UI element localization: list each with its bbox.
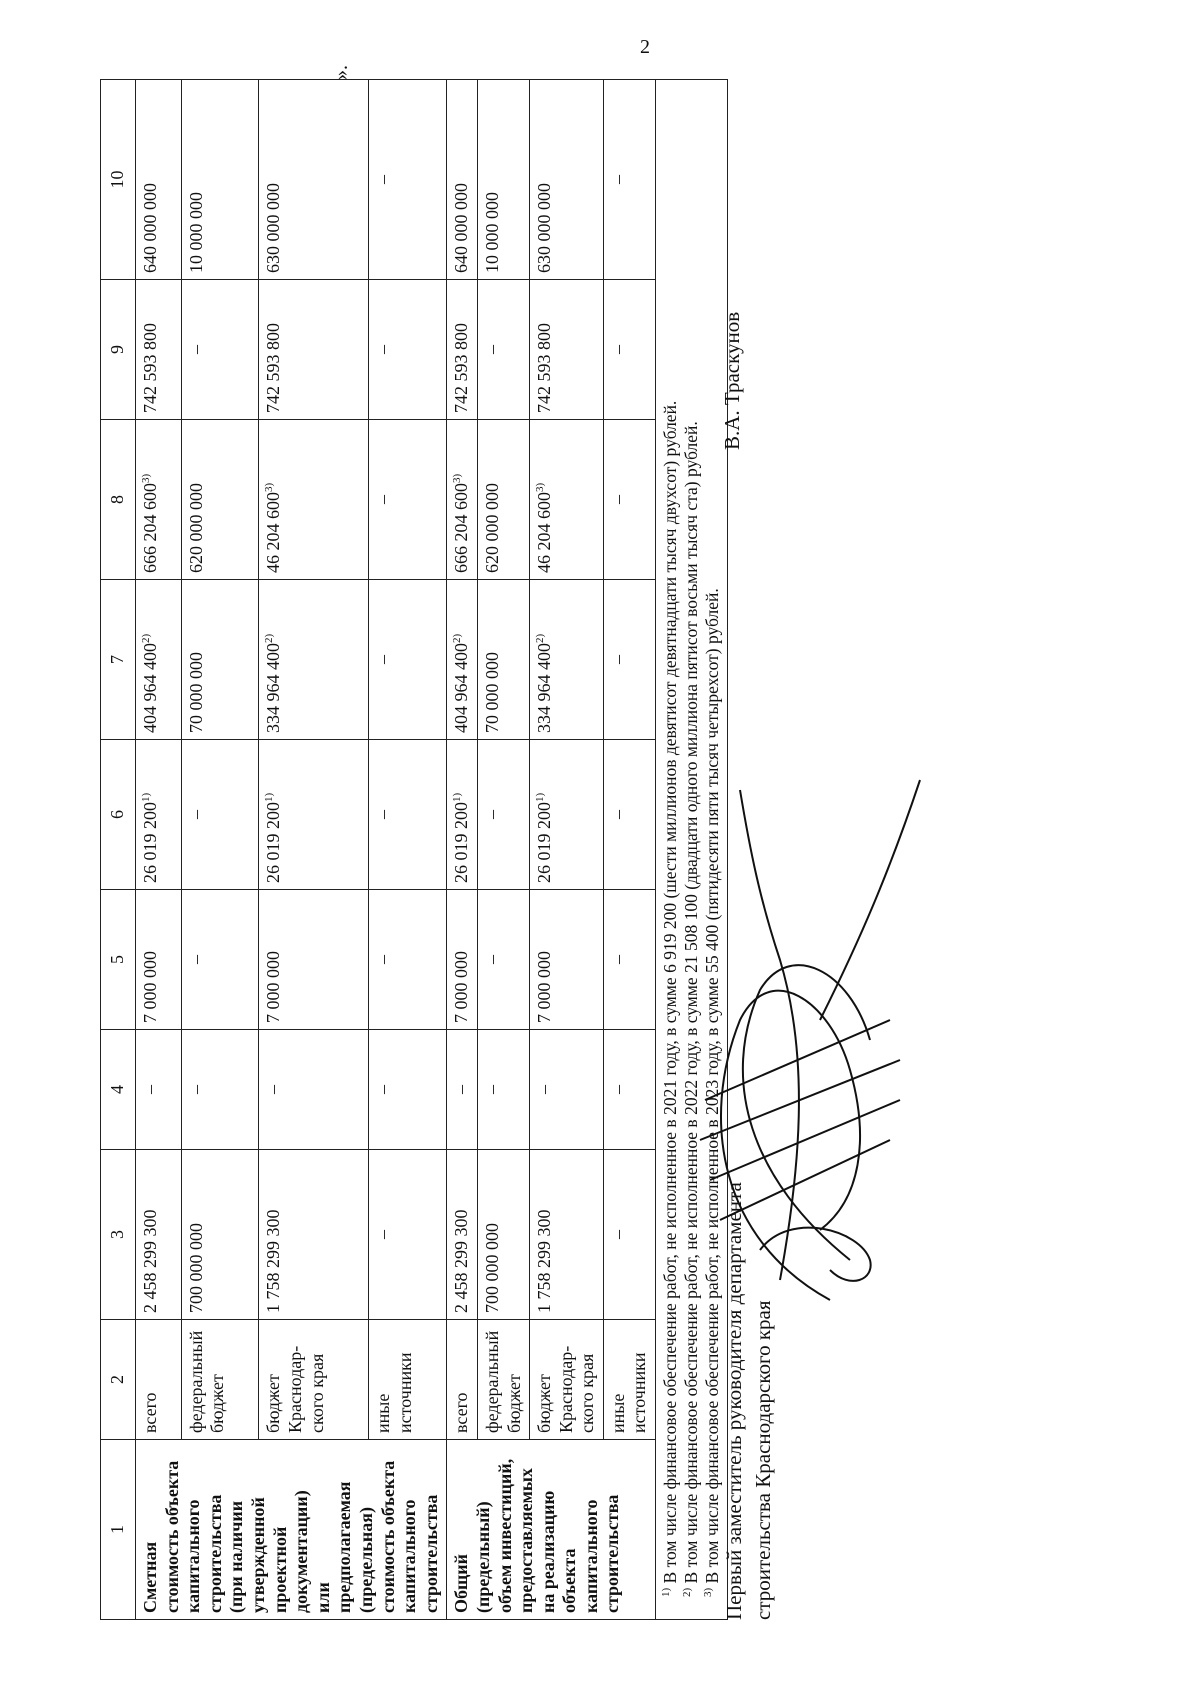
- table-row: [477, 80, 529, 1620]
- amount-value: 46 204 600: [534, 492, 555, 573]
- funding-source: иные источники: [369, 1320, 447, 1440]
- handwritten-signature: [660, 760, 960, 1320]
- amount-value: –: [373, 175, 394, 184]
- amount-value: 620 000 000: [185, 483, 206, 573]
- amount-cell: [181, 1150, 259, 1320]
- amount-cell: [259, 80, 369, 280]
- footnote-mark: 1): [534, 792, 547, 802]
- section-title-line: объем инвестиций,: [494, 1458, 515, 1613]
- funding-source: бюджет Краснодар-ского края: [259, 1320, 369, 1440]
- amount-cell: [603, 1150, 655, 1320]
- amount-cell: [603, 740, 655, 890]
- footnote-text: В том числе финансовое обеспечение работ, не исполненное в 2022 году, в сумме 21 508 100 (двадцати одного миллиона пятисот восьми тысяч ста) рублей.: [681, 421, 702, 1584]
- amount-cell: [447, 740, 478, 890]
- amount-cell: [259, 280, 369, 420]
- amount-cell: [447, 890, 478, 1030]
- amount-value: 26 019 200: [263, 802, 284, 883]
- footnote-mark: 1): [140, 792, 152, 802]
- signer-name: В.А. Траскунов: [720, 311, 744, 450]
- footnote-mark: 2): [681, 1587, 694, 1597]
- section-title-line: стоимость объекта: [377, 1460, 398, 1613]
- amount-value: 334 964 400: [534, 643, 555, 733]
- amount-cell: [259, 1150, 369, 1320]
- amount-value: 742 593 800: [451, 323, 472, 413]
- table-row: [136, 80, 182, 1620]
- column-number-3: 3: [101, 1150, 136, 1320]
- amount-cell: [447, 280, 478, 420]
- section-title: [136, 1440, 447, 1620]
- section-title-line: объекта: [559, 1548, 580, 1613]
- amount-value: 742 593 800: [263, 323, 284, 413]
- amount-cell: [181, 420, 259, 580]
- amount-value: –: [373, 495, 394, 504]
- footnote-mark: 3): [702, 1587, 715, 1597]
- section-title-line: (предельный): [472, 1501, 493, 1613]
- footnote-mark: 1): [451, 792, 464, 802]
- section-title-line: строительства: [204, 1494, 225, 1613]
- amount-cell: [603, 580, 655, 740]
- amount-value: 10 000 000: [185, 192, 206, 273]
- column-number-9: 9: [101, 280, 136, 420]
- column-number-8: 8: [101, 420, 136, 580]
- footnote-mark: 3): [534, 482, 547, 492]
- amount-value: –: [534, 1085, 555, 1094]
- footnote-mark: 3): [263, 482, 276, 492]
- amount-cell: [530, 580, 604, 740]
- amount-cell: [181, 1030, 259, 1150]
- section-title-line: проектной: [269, 1526, 290, 1613]
- column-number-5: 5: [101, 890, 136, 1030]
- amount-cell: [369, 280, 447, 420]
- amount-cell: [447, 420, 478, 580]
- funding-source: иные источники: [603, 1320, 655, 1440]
- amount-cell: [477, 420, 529, 580]
- amount-cell: [259, 580, 369, 740]
- amount-value: 404 964 400: [451, 643, 472, 733]
- amount-value: 742 593 800: [140, 323, 160, 413]
- amount-value: –: [607, 345, 628, 354]
- signer-title-line-1: Первый заместитель руководителя департамента: [722, 1182, 746, 1620]
- funding-source: бюджет Краснодар-ского края: [530, 1320, 604, 1440]
- section-title: [447, 1440, 656, 1620]
- amount-cell: [530, 280, 604, 420]
- amount-value: –: [481, 955, 502, 964]
- amount-cell: [530, 80, 604, 280]
- amount-cell: [259, 420, 369, 580]
- footnote-mark: 3): [451, 473, 464, 483]
- amount-value: 640 000 000: [140, 183, 160, 273]
- footnote-mark: 2): [534, 633, 547, 643]
- section-title-line: капитального: [580, 1499, 601, 1613]
- amount-cell: [447, 1030, 478, 1150]
- amount-cell: [603, 80, 655, 280]
- amount-cell: [477, 280, 529, 420]
- amount-cell: [530, 740, 604, 890]
- amount-value: 46 204 600: [263, 492, 284, 573]
- amount-value: 70 000 000: [481, 652, 502, 733]
- table-row: [181, 80, 259, 1620]
- section-title-line: Сметная: [140, 1541, 160, 1613]
- amount-value: –: [607, 810, 628, 819]
- amount-cell: [369, 740, 447, 890]
- amount-value: 7 000 000: [451, 951, 472, 1023]
- section-title-line: (при наличии: [226, 1500, 247, 1613]
- section-title-line: строительства: [420, 1494, 441, 1613]
- funding-source: всего: [447, 1320, 478, 1440]
- amount-value: –: [373, 955, 394, 964]
- section-title-line: утвержденной: [247, 1497, 268, 1613]
- amount-value: 334 964 400: [263, 643, 284, 733]
- signature-block: [660, 80, 780, 1620]
- financing-table: [100, 79, 728, 1620]
- amount-value: –: [263, 1085, 284, 1094]
- amount-cell: [259, 890, 369, 1030]
- amount-cell: [259, 740, 369, 890]
- amount-cell: [136, 740, 182, 890]
- amount-value: –: [451, 1085, 472, 1094]
- amount-cell: [136, 890, 182, 1030]
- amount-value: 10 000 000: [481, 192, 502, 273]
- amount-value: 2 458 299 300: [140, 1209, 160, 1313]
- amount-value: 742 593 800: [534, 323, 555, 413]
- amount-cell: [530, 890, 604, 1030]
- amount-value: 666 204 600: [140, 483, 160, 573]
- funding-source: федеральный бюджет: [181, 1320, 259, 1440]
- amount-cell: [136, 420, 182, 580]
- amount-cell: [477, 890, 529, 1030]
- footnote-mark: 2): [263, 633, 276, 643]
- section-title-line: (предельная): [355, 1507, 376, 1613]
- amount-value: –: [481, 1085, 502, 1094]
- funding-source: федеральный бюджет: [477, 1320, 529, 1440]
- footnote-mark: 2): [140, 633, 152, 643]
- amount-cell: [603, 890, 655, 1030]
- amount-cell: [136, 280, 182, 420]
- page-number: 2: [640, 36, 650, 58]
- amount-value: –: [373, 1085, 394, 1094]
- amount-cell: [477, 580, 529, 740]
- footnote-mark: 1): [263, 792, 276, 802]
- section-title-line: Общий: [451, 1554, 472, 1613]
- amount-cell: [603, 280, 655, 420]
- amount-value: 620 000 000: [481, 483, 502, 573]
- amount-cell: [181, 740, 259, 890]
- amount-value: 26 019 200: [140, 802, 160, 883]
- amount-cell: [530, 1030, 604, 1150]
- amount-value: –: [373, 1230, 394, 1239]
- amount-cell: [477, 740, 529, 890]
- amount-cell: [530, 420, 604, 580]
- amount-value: –: [607, 495, 628, 504]
- amount-value: –: [185, 1085, 206, 1094]
- section-title-line: стоимость объекта: [161, 1460, 182, 1613]
- amount-value: 630 000 000: [263, 183, 284, 273]
- column-number-7: 7: [101, 580, 136, 740]
- amount-value: –: [140, 1085, 160, 1094]
- amount-value: 7 000 000: [140, 951, 160, 1023]
- footnote-text: В том числе финансовое обеспечение работ, не исполненное в 2023 году, в сумме 55 400 (пятидесяти пяти тысяч четырехсот) рублей.: [702, 588, 723, 1584]
- column-numbers-row: [101, 80, 136, 1620]
- table-row: [530, 80, 604, 1620]
- amount-cell: [181, 580, 259, 740]
- amount-value: 7 000 000: [534, 951, 555, 1023]
- amount-value: –: [607, 175, 628, 184]
- amount-value: 2 458 299 300: [451, 1209, 472, 1313]
- amount-value: –: [607, 1085, 628, 1094]
- table-row: [259, 80, 369, 1620]
- amount-cell: [477, 80, 529, 280]
- amount-value: –: [607, 955, 628, 964]
- rotated-landscape-sheet: [100, 65, 1100, 1620]
- amount-cell: [530, 1150, 604, 1320]
- amount-cell: [369, 80, 447, 280]
- section-title-line: документации): [291, 1490, 312, 1613]
- amount-cell: [477, 1150, 529, 1320]
- amount-value: –: [481, 345, 502, 354]
- column-number-10: 10: [101, 80, 136, 280]
- amount-value: 630 000 000: [534, 183, 555, 273]
- amount-cell: [447, 80, 478, 280]
- amount-value: 7 000 000: [263, 951, 284, 1023]
- amount-cell: [369, 1150, 447, 1320]
- section-title-line: капитального: [183, 1499, 204, 1613]
- section-title-line: капитального: [399, 1499, 420, 1613]
- footnote-text: В том числе финансовое обеспечение работ, не исполненное в 2021 году, в сумме 6 919 200 (шести миллионов девятисот девятнадцати тысяч двухсот) рублей.: [660, 400, 681, 1584]
- amount-value: –: [185, 955, 206, 964]
- footnote-mark: 3): [140, 473, 152, 483]
- section-title-line: предполагаемая: [334, 1481, 355, 1613]
- amount-cell: [259, 1030, 369, 1150]
- amount-value: 70 000 000: [185, 652, 206, 733]
- amount-value: –: [481, 810, 502, 819]
- amount-value: 404 964 400: [140, 643, 160, 733]
- amount-value: –: [607, 1230, 628, 1239]
- amount-value: 640 000 000: [451, 183, 472, 273]
- section-title-line: строительства: [602, 1494, 623, 1613]
- column-number-6: 6: [101, 740, 136, 890]
- amount-cell: [369, 420, 447, 580]
- amount-value: –: [373, 345, 394, 354]
- amount-cell: [181, 80, 259, 280]
- amount-value: 666 204 600: [451, 483, 472, 573]
- section-title-line: на реализацию: [537, 1490, 558, 1613]
- section-title-line: предоставляемых: [516, 1468, 537, 1613]
- amount-value: 26 019 200: [534, 802, 555, 883]
- amount-cell: [477, 1030, 529, 1150]
- amount-cell: [181, 280, 259, 420]
- column-number-1: 1: [101, 1440, 136, 1620]
- table-row: [603, 80, 655, 1620]
- table-row: [447, 80, 478, 1620]
- signer-title-line-2: строительства Краснодарского края: [751, 1300, 776, 1620]
- amount-cell: [447, 580, 478, 740]
- column-number-4: 4: [101, 1030, 136, 1150]
- amount-value: 1 758 299 300: [534, 1209, 555, 1313]
- amount-value: –: [185, 345, 206, 354]
- amount-cell: [369, 890, 447, 1030]
- amount-cell: [136, 80, 182, 280]
- amount-value: –: [185, 810, 206, 819]
- amount-value: 1 758 299 300: [263, 1209, 284, 1313]
- amount-value: 700 000 000: [481, 1223, 502, 1313]
- amount-value: –: [373, 655, 394, 664]
- amount-value: –: [607, 655, 628, 664]
- amount-value: –: [373, 810, 394, 819]
- amount-cell: [603, 1030, 655, 1150]
- table-row: [369, 80, 447, 1620]
- amount-value: 26 019 200: [451, 802, 472, 883]
- section-title-line: или: [312, 1582, 333, 1613]
- amount-cell: [136, 580, 182, 740]
- amount-cell: [369, 1030, 447, 1150]
- amount-cell: [369, 580, 447, 740]
- amount-cell: [447, 1150, 478, 1320]
- amount-cell: [603, 420, 655, 580]
- footnote-mark: 2): [451, 633, 464, 643]
- amount-cell: [136, 1150, 182, 1320]
- column-number-2: 2: [101, 1320, 136, 1440]
- amount-cell: [181, 890, 259, 1030]
- amount-cell: [136, 1030, 182, 1150]
- closing-quote: ».: [330, 65, 352, 80]
- footnote-mark: 1): [660, 1587, 673, 1597]
- funding-source: всего: [136, 1320, 182, 1440]
- amount-value: 700 000 000: [185, 1223, 206, 1313]
